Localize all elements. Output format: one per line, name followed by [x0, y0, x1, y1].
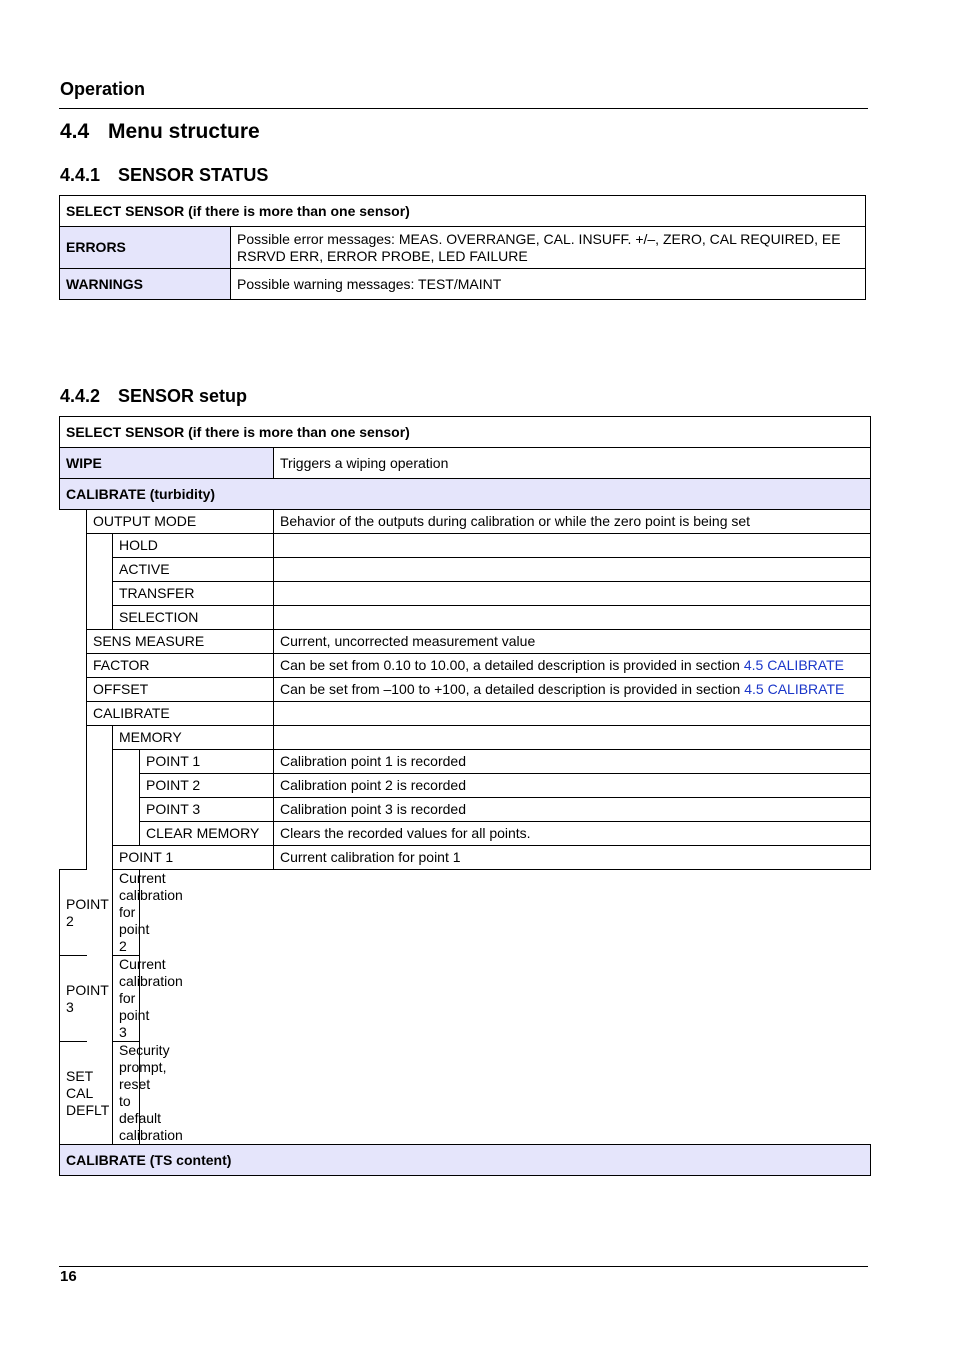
table-row: [60, 846, 871, 870]
table-row: [60, 726, 871, 750]
table-row: [60, 196, 866, 227]
clear-memory-desc: Clears the recorded values for all points.: [274, 822, 871, 846]
output-option: TRANSFER: [113, 582, 274, 606]
set-cal-deflt-desc: Security prompt, reset to default calibration: [113, 1042, 140, 1145]
current-point-desc: Current calibration for point 2: [113, 870, 140, 956]
section-number: 4.4: [60, 120, 90, 143]
table-row: [60, 448, 871, 479]
select-sensor-cell: SELECT SENSOR (if there is more than one sensor): [60, 417, 871, 448]
table-row: [60, 269, 866, 300]
current-point-desc: Current calibration for point 1: [274, 846, 871, 870]
subsection-title: SENSOR setup: [118, 386, 248, 406]
sens-measure-desc: Current, uncorrected measurement value: [274, 630, 871, 654]
output-mode-desc: Behavior of the outputs during calibration or while the zero point is being set: [274, 510, 871, 534]
table-row: [60, 654, 871, 678]
current-point-label: POINT 3: [60, 956, 113, 1042]
table-row: [60, 606, 871, 630]
current-point-label: POINT 1: [113, 846, 274, 870]
subsection-title: SENSOR STATUS: [118, 165, 269, 185]
subsection-heading-sensor-setup: [60, 386, 247, 407]
footer-rule: [59, 1266, 868, 1267]
table-row: [60, 510, 871, 534]
factor-desc: Can be set from 0.10 to 10.00, a detailed description is provided in section 4.5 CALIBRATE: [274, 654, 871, 678]
current-point-desc: Current calibration for point 3: [113, 956, 140, 1042]
table-row: [60, 582, 871, 606]
memory-point-desc: Calibration point 2 is recorded: [274, 774, 871, 798]
calibrate-label: CALIBRATE: [87, 702, 274, 726]
output-option: SELECTION: [113, 606, 274, 630]
memory-point-desc: Calibration point 1 is recorded: [274, 750, 871, 774]
sensor-status-table: [59, 195, 866, 300]
header-rule: [59, 108, 868, 109]
table-row: [60, 870, 871, 956]
calibrate-ts-heading: CALIBRATE (TS content): [60, 1145, 871, 1176]
running-header: Operation: [60, 79, 146, 99]
table-row: [60, 534, 871, 558]
calibrate-section-link[interactable]: 4.5 CALIBRATE: [743, 657, 844, 673]
table-row: [60, 956, 871, 1042]
subsection-heading-sensor-status: [60, 165, 268, 186]
clear-memory-label: CLEAR MEMORY: [140, 822, 274, 846]
wipe-desc: Triggers a wiping operation: [274, 448, 871, 479]
table-row: [60, 630, 871, 654]
table-row: [60, 702, 871, 726]
table-row: [60, 798, 871, 822]
table-row: [60, 750, 871, 774]
current-point-label: POINT 2: [60, 870, 113, 956]
memory-point-label: POINT 3: [140, 798, 274, 822]
calibrate-turbidity-heading: CALIBRATE (turbidity): [60, 479, 871, 510]
table-row: [60, 479, 871, 510]
subsection-number: 4.4.1: [60, 165, 101, 185]
table-row: [60, 558, 871, 582]
warnings-label: WARNINGS: [60, 269, 231, 300]
wipe-label: WIPE: [60, 448, 274, 479]
sensor-setup-table: [59, 416, 871, 1176]
select-sensor-cell: SELECT SENSOR (if there is more than one sensor): [60, 196, 866, 227]
table-row: [60, 417, 871, 448]
subsection-number: 4.4.2: [60, 386, 101, 406]
table-row: [60, 678, 871, 702]
offset-label: OFFSET: [87, 678, 274, 702]
memory-point-label: POINT 1: [140, 750, 274, 774]
calibrate-section-link[interactable]: 4.5 CALIBRATE: [744, 681, 845, 697]
memory-label: MEMORY: [113, 726, 274, 750]
factor-label: FACTOR: [87, 654, 274, 678]
sens-measure-label: SENS MEASURE: [87, 630, 274, 654]
output-option: HOLD: [113, 534, 274, 558]
table-row: [60, 227, 866, 269]
page-number: 16: [60, 1268, 77, 1285]
offset-desc: Can be set from –100 to +100, a detailed description is provided in section 4.5 CALIBRATE: [274, 678, 871, 702]
table-row: [60, 774, 871, 798]
errors-label: ERRORS: [60, 227, 231, 269]
warnings-desc: Possible warning messages: TEST/MAINT: [231, 269, 866, 300]
table-row: [60, 822, 871, 846]
errors-desc: Possible error messages: MEAS. OVERRANGE, CAL. INSUFF. +/–, ZERO, CAL REQUIRED, EE RSRVD ERR, ERROR PROBE, LED FAILURE: [231, 227, 866, 269]
memory-point-label: POINT 2: [140, 774, 274, 798]
table-row: [60, 1042, 871, 1145]
section-heading: [60, 120, 260, 144]
table-row: [60, 1145, 871, 1176]
output-mode-label: OUTPUT MODE: [87, 510, 274, 534]
memory-point-desc: Calibration point 3 is recorded: [274, 798, 871, 822]
output-option: ACTIVE: [113, 558, 274, 582]
section-title: Menu structure: [108, 120, 260, 143]
set-cal-deflt-label: SET CAL DEFLT: [60, 1042, 113, 1145]
